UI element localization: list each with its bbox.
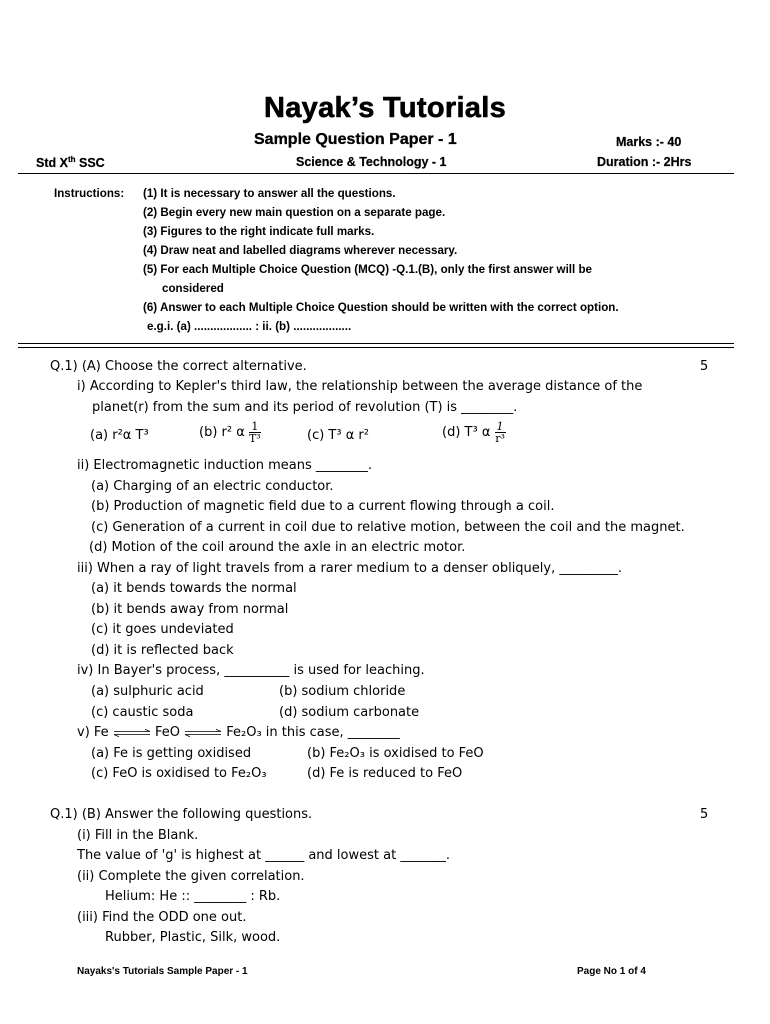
- option-text: (b) Production of magnetic field due to a current flowing through a coil.: [91, 499, 555, 514]
- paper-title: Sample Question Paper - 1: [254, 131, 457, 148]
- option-d-text: (d) T³ α: [442, 425, 491, 440]
- divider: [18, 347, 734, 348]
- instruction-item: (2) Begin every new main question on a separate page.: [143, 206, 446, 219]
- option-b-text: (b) r² α: [199, 425, 245, 440]
- page-title: Nayak’s Tutorials: [263, 92, 507, 124]
- q1a-heading: Q.1) (A) Choose the correct alternative.: [50, 359, 307, 374]
- divider: [18, 343, 734, 344]
- option-text: (d) Fe is reduced to FeO: [307, 766, 463, 781]
- header-divider: [18, 173, 734, 174]
- question-text: [77, 725, 400, 740]
- footer-page-number: Page No 1 of 4: [577, 966, 646, 977]
- fraction-denominator: T³: [248, 432, 261, 445]
- fraction-denominator: r³: [495, 432, 505, 445]
- subject-label: Science & Technology - 1: [296, 155, 447, 169]
- option-text: (a) Fe is getting oxidised: [91, 746, 252, 761]
- option-text: (a) Charging of an electric conductor.: [91, 479, 334, 494]
- option-text: (c) Generation of a current in coil due to relative motion, between the coil and the magnet.: [91, 520, 685, 535]
- reaction-end: Fe₂O₃ in this case, ________: [226, 725, 400, 740]
- fraction-numerator: 1: [496, 420, 504, 433]
- option-a: (a) r²α T³: [90, 428, 149, 443]
- question-text: Helium: He :: ________ : Rb.: [105, 889, 281, 904]
- question-text: (ii) Complete the given correlation.: [77, 869, 305, 884]
- instruction-item: (6) Answer to each Multiple Choice Question should be written with the correct option.: [143, 301, 619, 314]
- q1b-heading: Q.1) (B) Answer the following questions.: [50, 807, 313, 822]
- option-text: (c) FeO is oxidised to Fe₂O₃: [91, 766, 267, 781]
- fraction: [495, 421, 506, 444]
- option-text: (d) it is reflected back: [91, 643, 234, 658]
- question-text: Rubber, Plastic, Silk, wood.: [105, 930, 281, 945]
- duration-label: Duration :- 2Hrs: [597, 155, 692, 169]
- question-text: ii) Electromagnetic induction means ________.: [77, 458, 373, 473]
- instruction-item: considered: [162, 282, 224, 295]
- q1b-marks: 5: [700, 807, 709, 822]
- instruction-item: (5) For each Multiple Choice Question (MCQ) -Q.1.(B), only the first answer will be: [143, 263, 592, 276]
- std-main: Std X: [36, 156, 68, 171]
- fraction: [249, 421, 261, 444]
- reaction-middle: FeO: [154, 725, 180, 740]
- question-text: (iii) Find the ODD one out.: [77, 910, 247, 925]
- question-text: (i) Fill in the Blank.: [77, 828, 199, 843]
- std-sup: th: [67, 155, 76, 164]
- option-text: (d) sodium carbonate: [279, 705, 420, 720]
- option-text: (b) it bends away from normal: [91, 602, 289, 617]
- equilibrium-arrow-icon: [184, 729, 222, 737]
- instruction-example: e.g.i. (a) .................. : ii. (b) ..................: [147, 320, 352, 333]
- std-tail: SSC: [75, 156, 105, 171]
- instruction-item: (3) Figures to the right indicate full marks.: [143, 225, 375, 238]
- option-c: (c) T³ α r²: [307, 428, 369, 443]
- option-b: [199, 421, 261, 444]
- question-text: planet(r) from the sum and its period of revolution (T) is ________.: [92, 400, 518, 415]
- standard-label: [36, 155, 105, 170]
- option-text: (b) Fe₂O₃ is oxidised to FeO: [307, 746, 484, 761]
- question-text: i) According to Kepler's third law, the relationship between the average distance of the: [77, 379, 643, 394]
- instruction-item: (1) It is necessary to answer all the questions.: [143, 187, 396, 200]
- instruction-item: (4) Draw neat and labelled diagrams wherever necessary.: [143, 244, 458, 257]
- footer-left: Nayaks's Tutorials Sample Paper - 1: [77, 966, 248, 977]
- option-text: (a) sulphuric acid: [91, 684, 204, 699]
- question-text: iii) When a ray of light travels from a rarer medium to a denser obliquely, _________.: [77, 561, 622, 576]
- q1a-marks: 5: [700, 359, 709, 374]
- option-text: (d) Motion of the coil around the axle in an electric motor.: [89, 540, 466, 555]
- question-text: The value of 'g' is highest at ______ and lowest at _______.: [77, 848, 450, 863]
- option-text: (c) caustic soda: [91, 705, 194, 720]
- equilibrium-arrow-icon: [113, 729, 151, 737]
- option-text: (a) it bends towards the normal: [91, 581, 297, 596]
- option-text: (b) sodium chloride: [279, 684, 406, 699]
- fraction-numerator: 1: [249, 421, 261, 433]
- question-text: iv) In Bayer's process, __________ is used for leaching.: [77, 663, 425, 678]
- instructions-lead: Instructions:: [54, 187, 125, 200]
- option-text: (c) it goes undeviated: [91, 622, 234, 637]
- marks-label: Marks :- 40: [616, 135, 682, 149]
- reaction-start: v) Fe: [77, 725, 109, 740]
- option-d: [442, 421, 506, 444]
